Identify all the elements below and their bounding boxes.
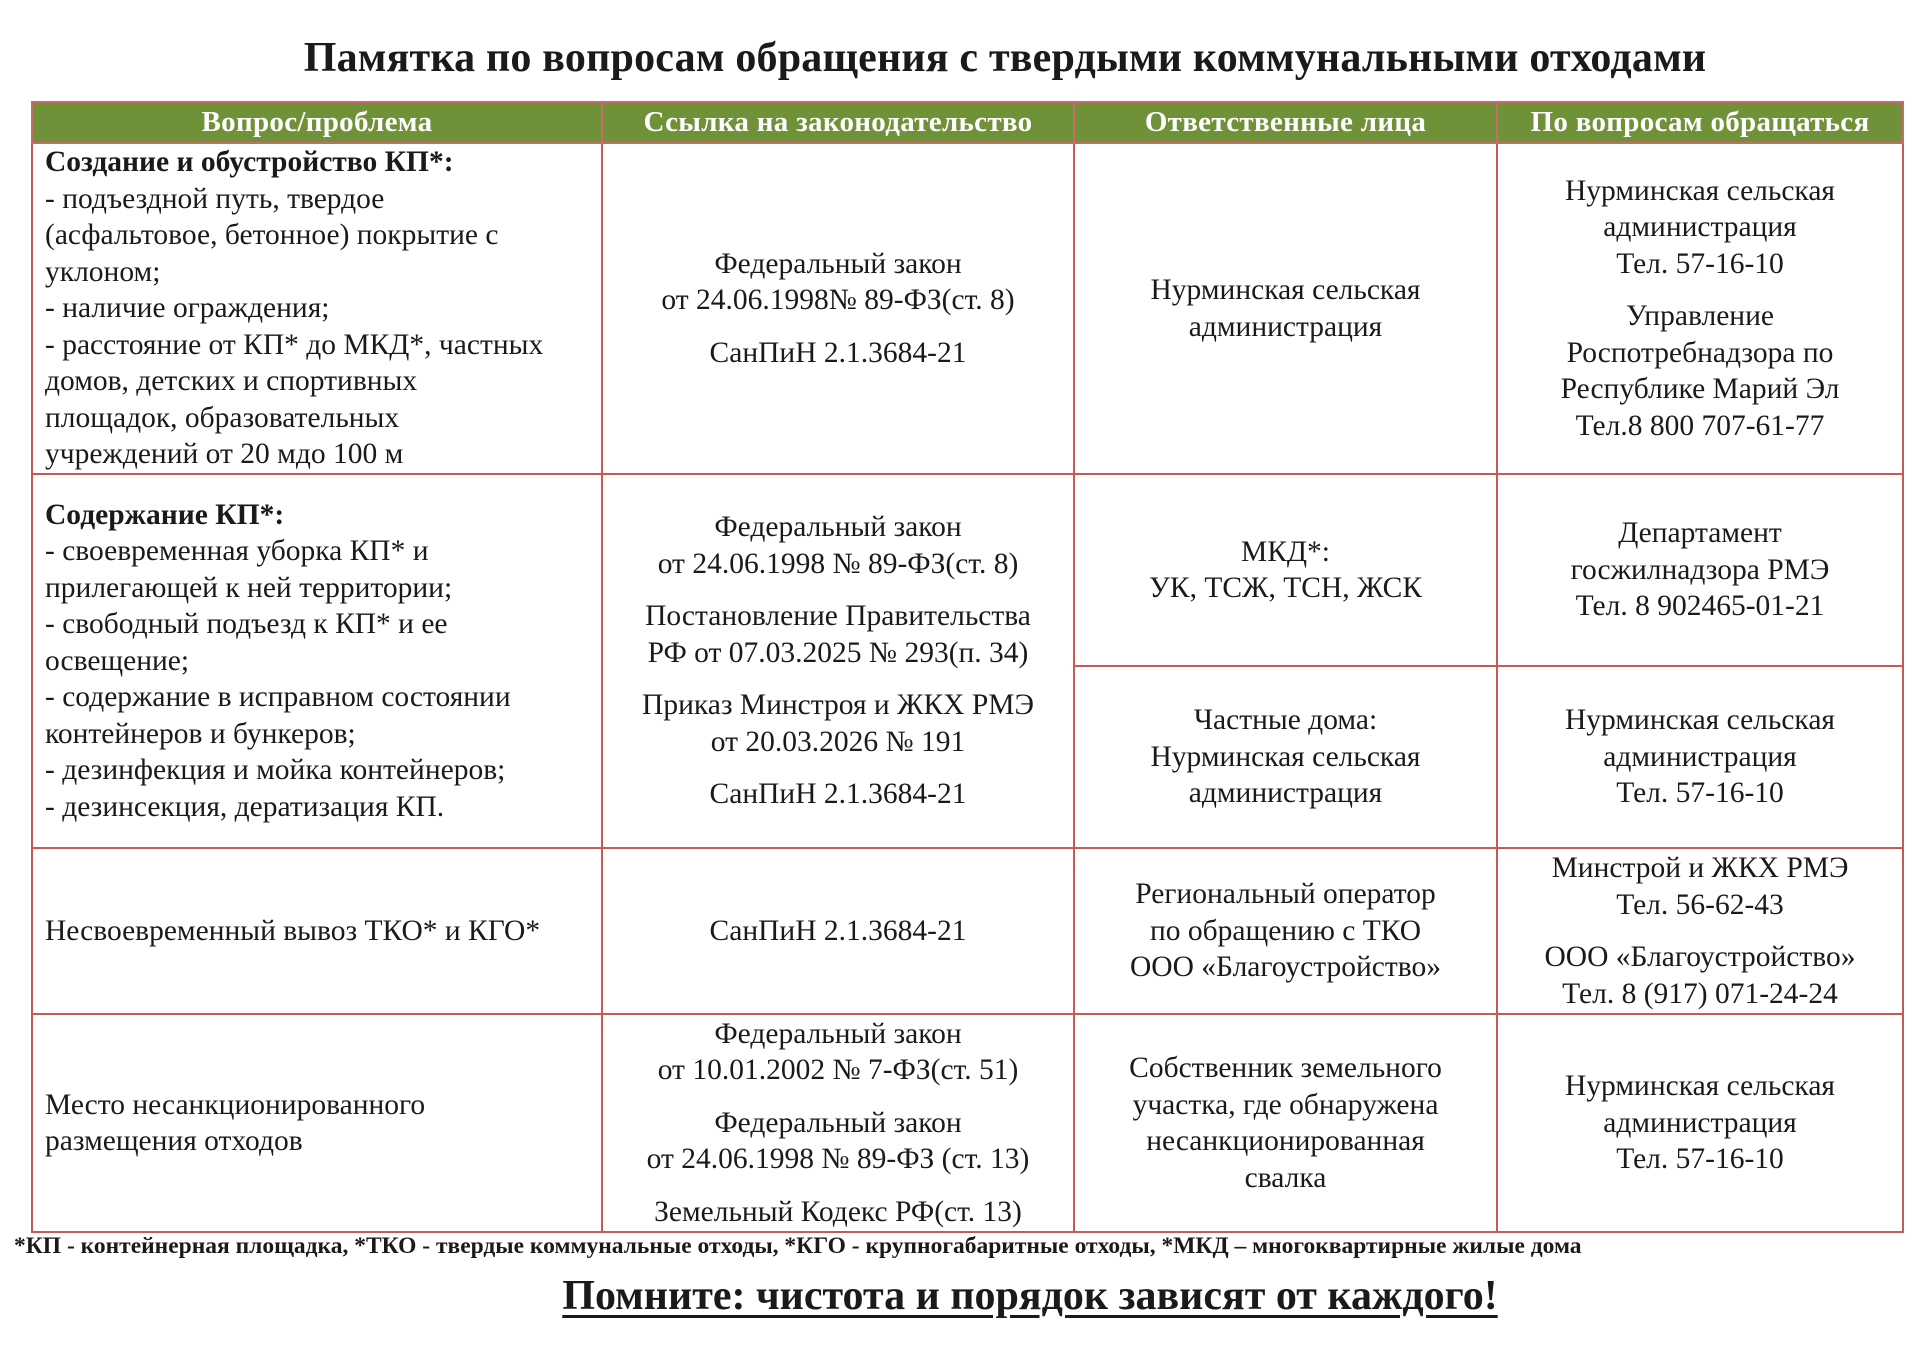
question-line: прилегающей к ней территории; <box>45 571 453 604</box>
law-line: Федеральный закон <box>714 511 962 544</box>
table-row <box>32 143 1903 474</box>
law-line: от 20.03.2026 № 191 <box>710 725 966 758</box>
contacts-cell <box>1497 1014 1903 1232</box>
law-line: СанПиН 2.1.3684-21 <box>709 778 967 811</box>
law-cell <box>602 848 1074 1014</box>
responsible-line: администрация <box>1188 777 1383 810</box>
question-line: контейнеров и бункеров; <box>45 717 356 750</box>
law-line: Постановление Правительства <box>645 600 1031 633</box>
contact-line: Республике Марий Эл <box>1560 373 1840 406</box>
responsible-cell <box>1074 1014 1497 1232</box>
header-law: Ссылка на законодательство <box>602 102 1074 143</box>
question-line: - наличие ограждения; <box>45 292 330 325</box>
header-question: Вопрос/проблема <box>32 102 602 143</box>
contact-line: госжилнадзора РМЭ <box>1570 553 1830 586</box>
contact-line: Нурминская сельская <box>1565 704 1835 737</box>
question-line: размещения отходов <box>45 1125 303 1157</box>
law-line: РФ от 07.03.2025 № 293(п. 34) <box>647 636 1029 669</box>
footnote: *КП - контейнерная площадка, *ТКО - твердые коммунальные отходы, *КГО - крупногабаритные отходы, *МКД – многоквартирные жилые дома <box>14 1233 1582 1259</box>
reminder <box>0 1272 1920 1320</box>
contact-phone: Тел.8 800 707-61-77 <box>1575 409 1825 442</box>
responsible-line: Частные дома: <box>1193 704 1378 737</box>
responsible-line: Региональный оператор <box>1135 878 1436 911</box>
header-responsible: Ответственные лица <box>1074 102 1497 143</box>
question-cell <box>32 474 602 848</box>
table-row <box>32 1014 1903 1232</box>
header-contacts: По вопросам обращаться <box>1497 102 1903 143</box>
law-line: СанПиН 2.1.3684-21 <box>709 914 967 947</box>
law-line: Приказ Минстроя и ЖКХ РМЭ <box>642 689 1034 722</box>
page-title: Памятка по вопросам обращения с твердыми коммунальными отходами <box>303 35 1707 81</box>
law-line: Земельный Кодекс РФ(ст. 13) <box>654 1195 1022 1228</box>
responsible-line: Нурминская сельская <box>1150 740 1421 773</box>
contacts-cell <box>1497 474 1903 666</box>
contact-line: Нурминская сельская <box>1565 174 1835 207</box>
law-line: от 24.06.1998№ 89-ФЗ(ст. 8) <box>661 284 1015 317</box>
responsible-line: Нурминская сельская <box>1150 274 1421 306</box>
contacts-cell <box>1497 848 1903 1014</box>
question-line: - дезинфекция и мойка контейнеров; <box>45 754 506 787</box>
responsible-cell <box>1074 848 1497 1014</box>
question-line: - свободный подъезд к КП* и ее <box>45 608 448 641</box>
law-cell <box>602 1014 1074 1232</box>
question-line: домов, детских и спортивных <box>45 365 418 398</box>
contact-phone: Тел. 57-16-10 <box>1616 247 1784 280</box>
contact-line: администрация <box>1603 740 1797 773</box>
law-line: от 24.06.1998 № 89-ФЗ (ст. 13) <box>646 1143 1030 1176</box>
responsible-line: участка, где обнаружена <box>1132 1088 1439 1121</box>
question-line: - своевременная уборка КП* и <box>45 535 429 568</box>
question-line: - дезинсекция, дератизация КП. <box>45 790 445 823</box>
law-cell <box>602 474 1074 848</box>
contact-phone: Тел. 56-62-43 <box>1616 888 1784 921</box>
responsible-line: несанкционированная <box>1146 1125 1425 1157</box>
contact-line: Управление <box>1626 300 1774 333</box>
contacts-cell <box>1497 143 1903 474</box>
question-line: Место несанкционированного <box>45 1088 426 1121</box>
responsible-cell <box>1074 143 1497 474</box>
contact-line: Нурминская сельская <box>1565 1070 1835 1103</box>
law-line: СанПиН 2.1.3684-21 <box>709 336 967 369</box>
contact-line: администрация <box>1603 211 1797 244</box>
table-row <box>32 848 1903 1014</box>
contact-phone: Тел. 8 902465-01-21 <box>1575 590 1825 623</box>
law-line: Федеральный закон <box>714 247 962 280</box>
responsible-line: по обращению с ТКО <box>1149 914 1422 947</box>
law-line: Федеральный закон <box>714 1017 962 1050</box>
responsible-cell <box>1074 474 1497 666</box>
responsible-line: ООО «Благоустройство» <box>1130 951 1441 984</box>
question-cell <box>32 1014 602 1232</box>
law-line: Федеральный закон <box>714 1106 962 1139</box>
question-title: Содержание КП*: <box>45 498 285 531</box>
question-line: - расстояние от КП* до МКД*, частных <box>45 328 544 361</box>
responsible-line: УК, ТСЖ, ТСН, ЖСК <box>1149 572 1422 604</box>
question-title: Создание и обустройство КП*: <box>45 146 454 179</box>
law-line: от 24.06.1998 № 89-ФЗ(ст. 8) <box>657 547 1019 580</box>
table-row <box>32 474 1903 666</box>
question-cell <box>32 143 602 474</box>
memo-table <box>31 101 1904 1233</box>
responsible-line: свалка <box>1244 1161 1327 1194</box>
question-line: освещение; <box>45 644 190 677</box>
law-cell <box>602 143 1074 474</box>
question-line: - содержание в исправном состоянии <box>45 681 511 714</box>
contact-line: Минстрой и ЖКХ РМЭ <box>1551 852 1849 884</box>
question-line: Несвоевременный вывоз ТКО* и КГО* <box>45 914 541 947</box>
contacts-cell <box>1497 666 1903 848</box>
responsible-line: администрация <box>1188 310 1383 343</box>
question-cell <box>32 848 602 1014</box>
question-line: уклоном; <box>45 255 161 288</box>
contact-line: ООО «Благоустройство» <box>1544 941 1856 973</box>
question-line: площадок, образовательных <box>45 401 400 434</box>
reminder-text: Помните: чистота и порядок зависят от каждого! <box>562 1273 1498 1319</box>
contact-phone: Тел. 57-16-10 <box>1616 777 1784 810</box>
question-line: учреждений от 20 мдо 100 м <box>45 438 404 471</box>
table-header-row <box>32 102 1903 143</box>
contact-line: Департамент <box>1618 517 1782 550</box>
contact-phone: Тел. 8 (917) 071-24-24 <box>1562 977 1838 1010</box>
contact-line: администрация <box>1603 1106 1797 1139</box>
question-line: - подъездной путь, твердое <box>45 182 385 215</box>
responsible-line: Собственник земельного <box>1129 1052 1442 1084</box>
responsible-cell <box>1074 666 1497 848</box>
question-line: (асфальтовое, бетонное) покрытие с <box>45 219 499 252</box>
contact-line: Роспотребнадзора по <box>1566 336 1834 369</box>
law-line: от 10.01.2002 № 7-ФЗ(ст. 51) <box>657 1054 1019 1087</box>
responsible-line: МКД*: <box>1241 535 1330 568</box>
contact-phone: Тел. 57-16-10 <box>1616 1143 1784 1176</box>
